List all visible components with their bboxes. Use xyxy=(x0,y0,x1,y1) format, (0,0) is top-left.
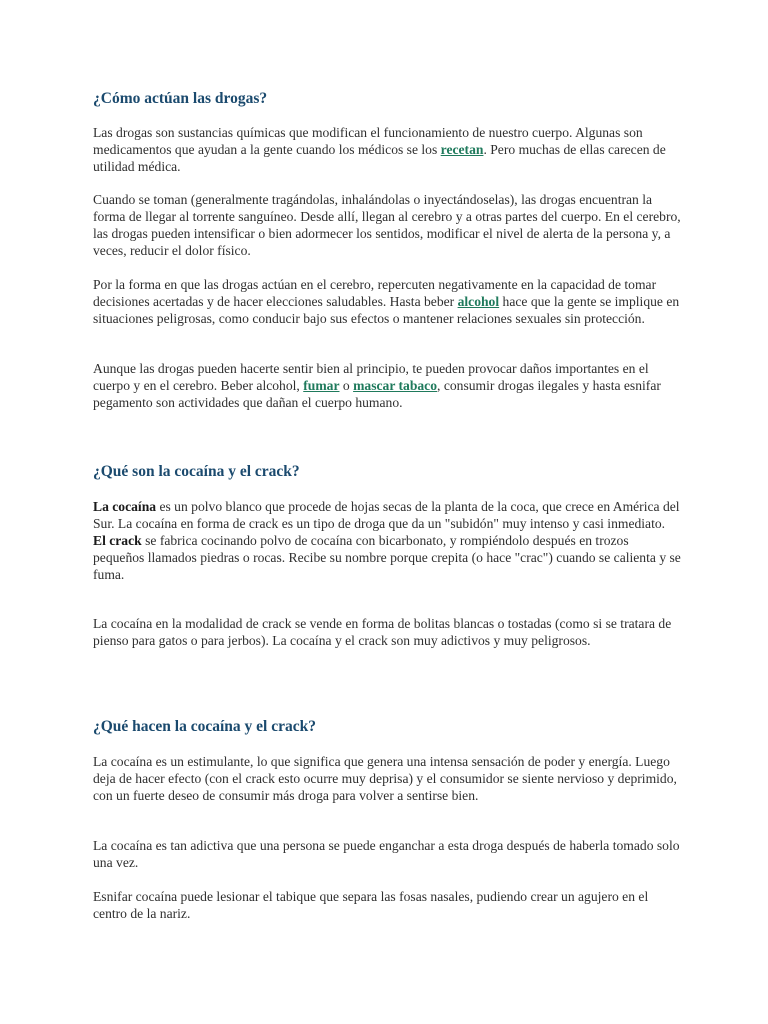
paragraph xyxy=(93,276,683,327)
paragraph xyxy=(93,360,683,411)
link-mascar-tabaco[interactable]: mascar tabaco xyxy=(353,378,438,393)
term-crack: El crack xyxy=(93,533,142,548)
section-heading-what-do-cocaine-crack-do: ¿Qué hacen la cocaína y el crack? xyxy=(93,718,316,735)
paragraph-text: Por la forma en que las drogas actúan en el cerebro, repercuten negativamente en la capacidad de tomar decisiones acertadas y de hacer elecciones saludables. Hasta beber xyxy=(93,277,657,309)
section-heading-how-drugs-act: ¿Cómo actúan las drogas? xyxy=(93,90,268,107)
paragraph-text: , consumir drogas ilegales y hasta esnifar pegamento son actividades que dañan el cuerpo humano. xyxy=(93,378,661,410)
paragraph: La cocaína es un estimulante, lo que significa que genera una intensa sensación de poder y energía. Luego deja de hacer efecto (con el crack esto ocurre muy deprisa) y el consumidor se siente nervioso y deprimido, con un fuerte deseo de consumir más droga para volver a sentirse bien. xyxy=(93,754,677,803)
link-recetan[interactable]: recetan xyxy=(440,142,484,157)
paragraph-text: o xyxy=(339,378,354,393)
paragraph-text: Aunque las drogas pueden hacerte sentir bien al principio, te pueden provocar daños importantes en el cuerpo y en el cerebro. Beber alcohol, xyxy=(93,361,649,393)
link-alcohol[interactable]: alcohol xyxy=(457,294,500,309)
paragraph: La cocaína es tan adictiva que una persona se puede enganchar a esta droga después de haberla tomado solo una vez. xyxy=(93,838,680,870)
link-fumar[interactable]: fumar xyxy=(303,378,340,393)
paragraph-text: hace que la gente se implique en situaciones peligrosas, como conducir bajo sus efectos o mantener relaciones sexuales sin protección. xyxy=(93,294,680,326)
paragraph-text: se fabrica cocinando polvo de cocaína con bicarbonato, y rompiéndolo después en trozos pequeños llamados piedras o rocas. Recibe su nombre porque crepita (o hace "crac") cuando se calienta y se fuma. xyxy=(93,533,681,582)
paragraph: Esnifar cocaína puede lesionar el tabique que separa las fosas nasales, pudiendo crear un agujero en el centro de la nariz. xyxy=(93,889,649,921)
term-cocaine: La cocaína xyxy=(93,499,157,514)
paragraph xyxy=(93,124,683,175)
paragraph: La cocaína en la modalidad de crack se vende en forma de bolitas blancas o tostadas (como si se tratara de pienso para gatos o para jerbos). La cocaína y el crack son muy adictivos y muy peligrosos. xyxy=(93,616,672,648)
paragraph-text: es un polvo blanco que procede de hojas secas de la planta de la coca, que crece en América del Sur. La cocaína en forma de crack es un tipo de droga que da un "subidón" muy intenso y casi inmediato. xyxy=(93,499,680,531)
paragraph: Cuando se toman (generalmente tragándolas, inhalándolas o inyectándoselas), las drogas encuentran la forma de llegar al torrente sanguíneo. Desde allí, llegan al cerebro y a otras partes del cuerpo. En el cerebro, las drogas pueden intensificar o bien adormecer los sentidos, modificar el nivel de alerta de la persona y, a veces, reducir el dolor físico. xyxy=(93,192,681,258)
paragraph-text: . Pero muchas de ellas carecen de utilidad médica. xyxy=(93,142,666,174)
paragraph-text: Las drogas son sustancias químicas que modifican el funcionamiento de nuestro cuerpo. Algunas son medicamentos que ayudan a la gente cuando los médicos se los xyxy=(93,125,643,157)
section-heading-what-are-cocaine-crack: ¿Qué son la cocaína y el crack? xyxy=(93,463,300,480)
paragraph xyxy=(93,498,683,583)
